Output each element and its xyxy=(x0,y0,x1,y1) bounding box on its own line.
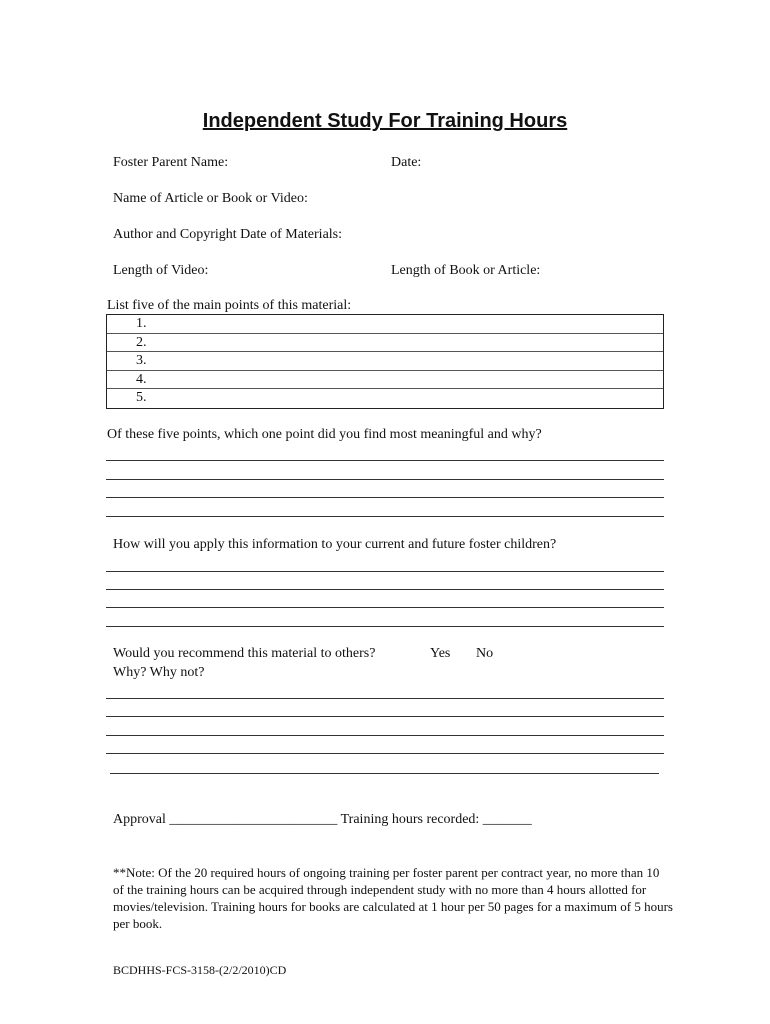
date-label: Date: xyxy=(391,155,422,170)
training-hours-note: **Note: Of the 20 required hours of ongoing training per foster parent per contract year, no more than 10 of the training hours can be acquired through independent study with no more than 4 hours allotted for movies/television. Training hours for books are calculated at 1 hour per 50 pages for a maximum of 5 hours per book. xyxy=(113,865,673,931)
main-point-row-2[interactable]: 2. xyxy=(107,334,663,353)
recommend-question: Would you recommend this material to others? xyxy=(113,646,376,661)
main-point-row-3[interactable]: 3. xyxy=(107,352,663,371)
yes-option[interactable]: Yes xyxy=(430,646,451,661)
length-book-label: Length of Book or Article: xyxy=(391,263,541,278)
answer-line[interactable] xyxy=(106,497,664,498)
form-code: BCDHHS-FCS-3158-(2/2/2010)CD xyxy=(113,963,287,977)
answer-line[interactable] xyxy=(106,589,664,590)
length-video-label: Length of Video: xyxy=(113,263,209,278)
answer-line[interactable] xyxy=(106,607,664,608)
answer-line[interactable] xyxy=(106,479,664,480)
author-copyright-label: Author and Copyright Date of Materials: xyxy=(113,227,343,242)
main-points-prompt: List five of the main points of this material: xyxy=(107,298,352,313)
foster-parent-name-label: Foster Parent Name: xyxy=(113,155,229,170)
answer-line[interactable] xyxy=(106,716,664,717)
page-title: Independent Study For Training Hours xyxy=(202,110,568,132)
apply-question: How will you apply this information to your current and future foster children? xyxy=(113,537,557,552)
answer-line[interactable] xyxy=(106,735,664,736)
answer-line[interactable] xyxy=(110,773,659,774)
answer-line[interactable] xyxy=(106,516,664,517)
article-name-label: Name of Article or Book or Video: xyxy=(113,191,308,206)
main-points-table xyxy=(106,314,664,409)
why-question: Why? Why not? xyxy=(113,665,205,680)
no-option[interactable]: No xyxy=(476,646,494,661)
main-point-row-5[interactable]: 5. xyxy=(136,390,147,406)
answer-line[interactable] xyxy=(106,571,664,572)
answer-line[interactable] xyxy=(106,626,664,627)
main-point-row-4[interactable]: 4. xyxy=(107,371,663,390)
answer-line[interactable] xyxy=(106,460,664,461)
approval-line[interactable]: Approval ________________________ Training hours recorded: _______ xyxy=(113,812,532,827)
answer-line[interactable] xyxy=(106,753,664,754)
answer-line[interactable] xyxy=(106,698,664,699)
meaningful-question: Of these five points, which one point did you find most meaningful and why? xyxy=(107,427,542,442)
main-point-row-1[interactable]: 1. xyxy=(107,315,663,334)
